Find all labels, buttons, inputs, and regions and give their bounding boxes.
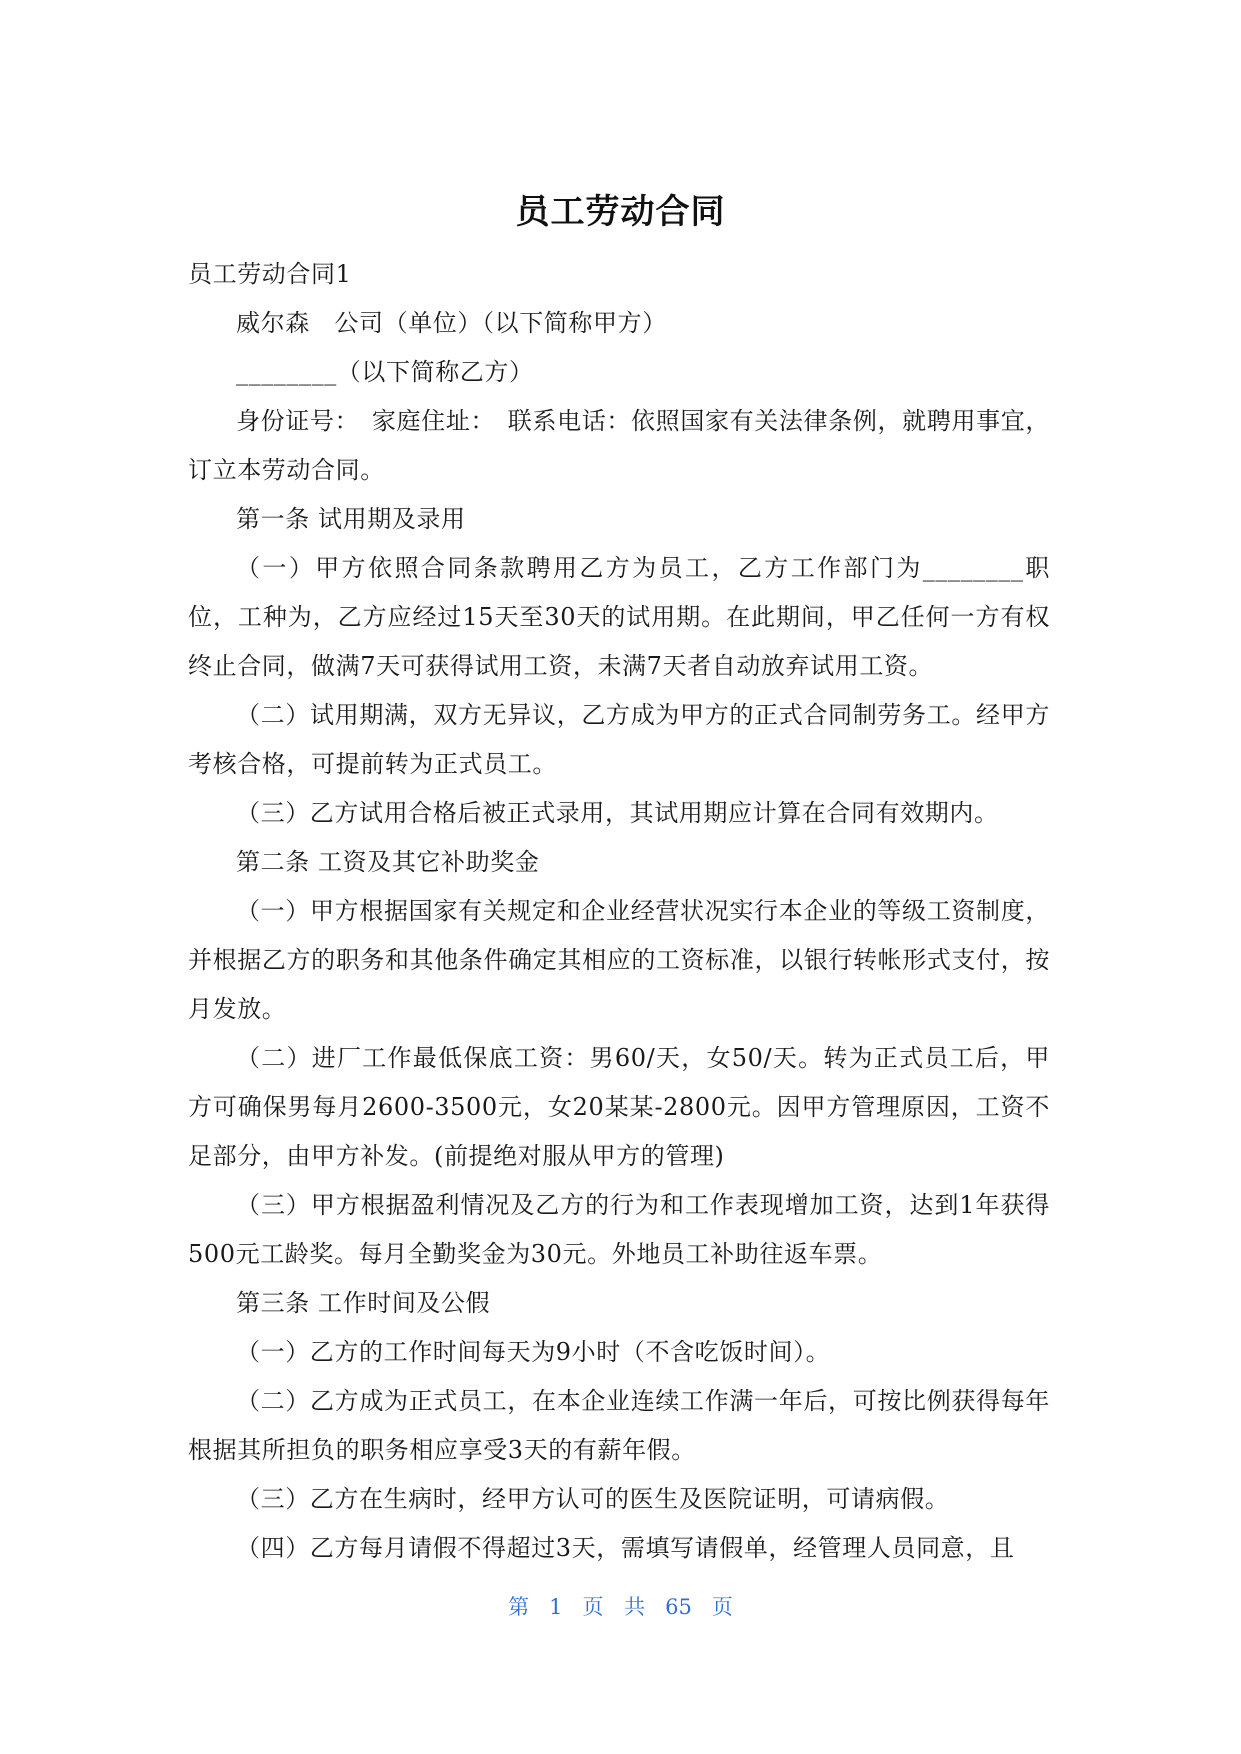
- article-3-clause-1: （一）乙方的工作时间每天为9小时（不含吃饭时间）。: [236, 1338, 831, 1366]
- article-2-heading: 第二条 工资及其它补助奖金: [236, 848, 540, 876]
- footer-suffix: 页: [711, 1595, 733, 1619]
- paragraph-party-a: 威尔森 公司（单位）（以下简称甲方）: [236, 309, 667, 337]
- article-1-heading: 第一条 试用期及录用: [236, 505, 466, 533]
- footer-total-pages: 65: [665, 1595, 692, 1619]
- article-3-clause-2: （二）乙方成为正式员工，在本企业连续工作满一年后，可按比例获得每年根据其所担负的职务相应享受3天的有薪年假。: [188, 1387, 1050, 1464]
- paragraph-heading: 员工劳动合同1: [188, 260, 352, 288]
- article-3-clause-3: （三）乙方在生病时，经甲方认可的医生及医院证明，可请病假。: [236, 1485, 950, 1513]
- article-2-clause-2: （二）进厂工作最低保底工资：男60/天，女50/天。转为正式员工后，甲方可确保男每月2600-3500元，女20某某-2800元。因甲方管理原因，工资不足部分，由甲方补发。(前提绝对服从甲方的管理): [188, 1044, 1050, 1170]
- paragraph-identity: 身份证号： 家庭住址： 联系电话：依照国家有关法律条例，就聘用事宜，订立本劳动合同。: [188, 407, 1050, 484]
- article-1-clause-1: （一）甲方依照合同条款聘用乙方为员工，乙方工作部门为________职位，工种为，乙方应经过15天至30天的试用期。在此期间，甲乙任何一方有权终止合同，做满7天可获得试用工资，未满7天者自动放弃试用工资。: [188, 554, 1050, 680]
- article-3-heading: 第三条 工作时间及公假: [236, 1289, 491, 1317]
- footer-current-page: 1: [549, 1595, 563, 1619]
- footer-middle: 页 共: [582, 1595, 646, 1619]
- article-1-clause-2: （二）试用期满，双方无异议，乙方成为甲方的正式合同制劳务工。经甲方考核合格，可提前转为正式员工。: [188, 701, 1050, 778]
- footer-prefix: 第: [508, 1595, 530, 1619]
- article-1-clause-3: （三）乙方试用合格后被正式录用，其试用期应计算在合同有效期内。: [236, 799, 999, 827]
- document-title: 员工劳动合同: [515, 192, 726, 232]
- article-2-clause-1: （一）甲方根据国家有关规定和企业经营状况实行本企业的等级工资制度，并根据乙方的职务和其他条件确定其相应的工资标准，以银行转帐形式支付，按月发放。: [188, 897, 1050, 1023]
- paragraph-party-b: ________（以下简称乙方）: [236, 358, 534, 386]
- article-2-clause-3: （三）甲方根据盈利情况及乙方的行为和工作表现增加工资，达到1年获得500元工龄奖。每月全勤奖金为30元。外地员工补助往返车票。: [188, 1191, 1050, 1268]
- page-footer: [0, 1592, 1241, 1622]
- article-3-clause-4: （四）乙方每月请假不得超过3天，需填写请假单，经管理人员同意，且: [236, 1534, 1015, 1562]
- document-body: [188, 250, 1050, 1573]
